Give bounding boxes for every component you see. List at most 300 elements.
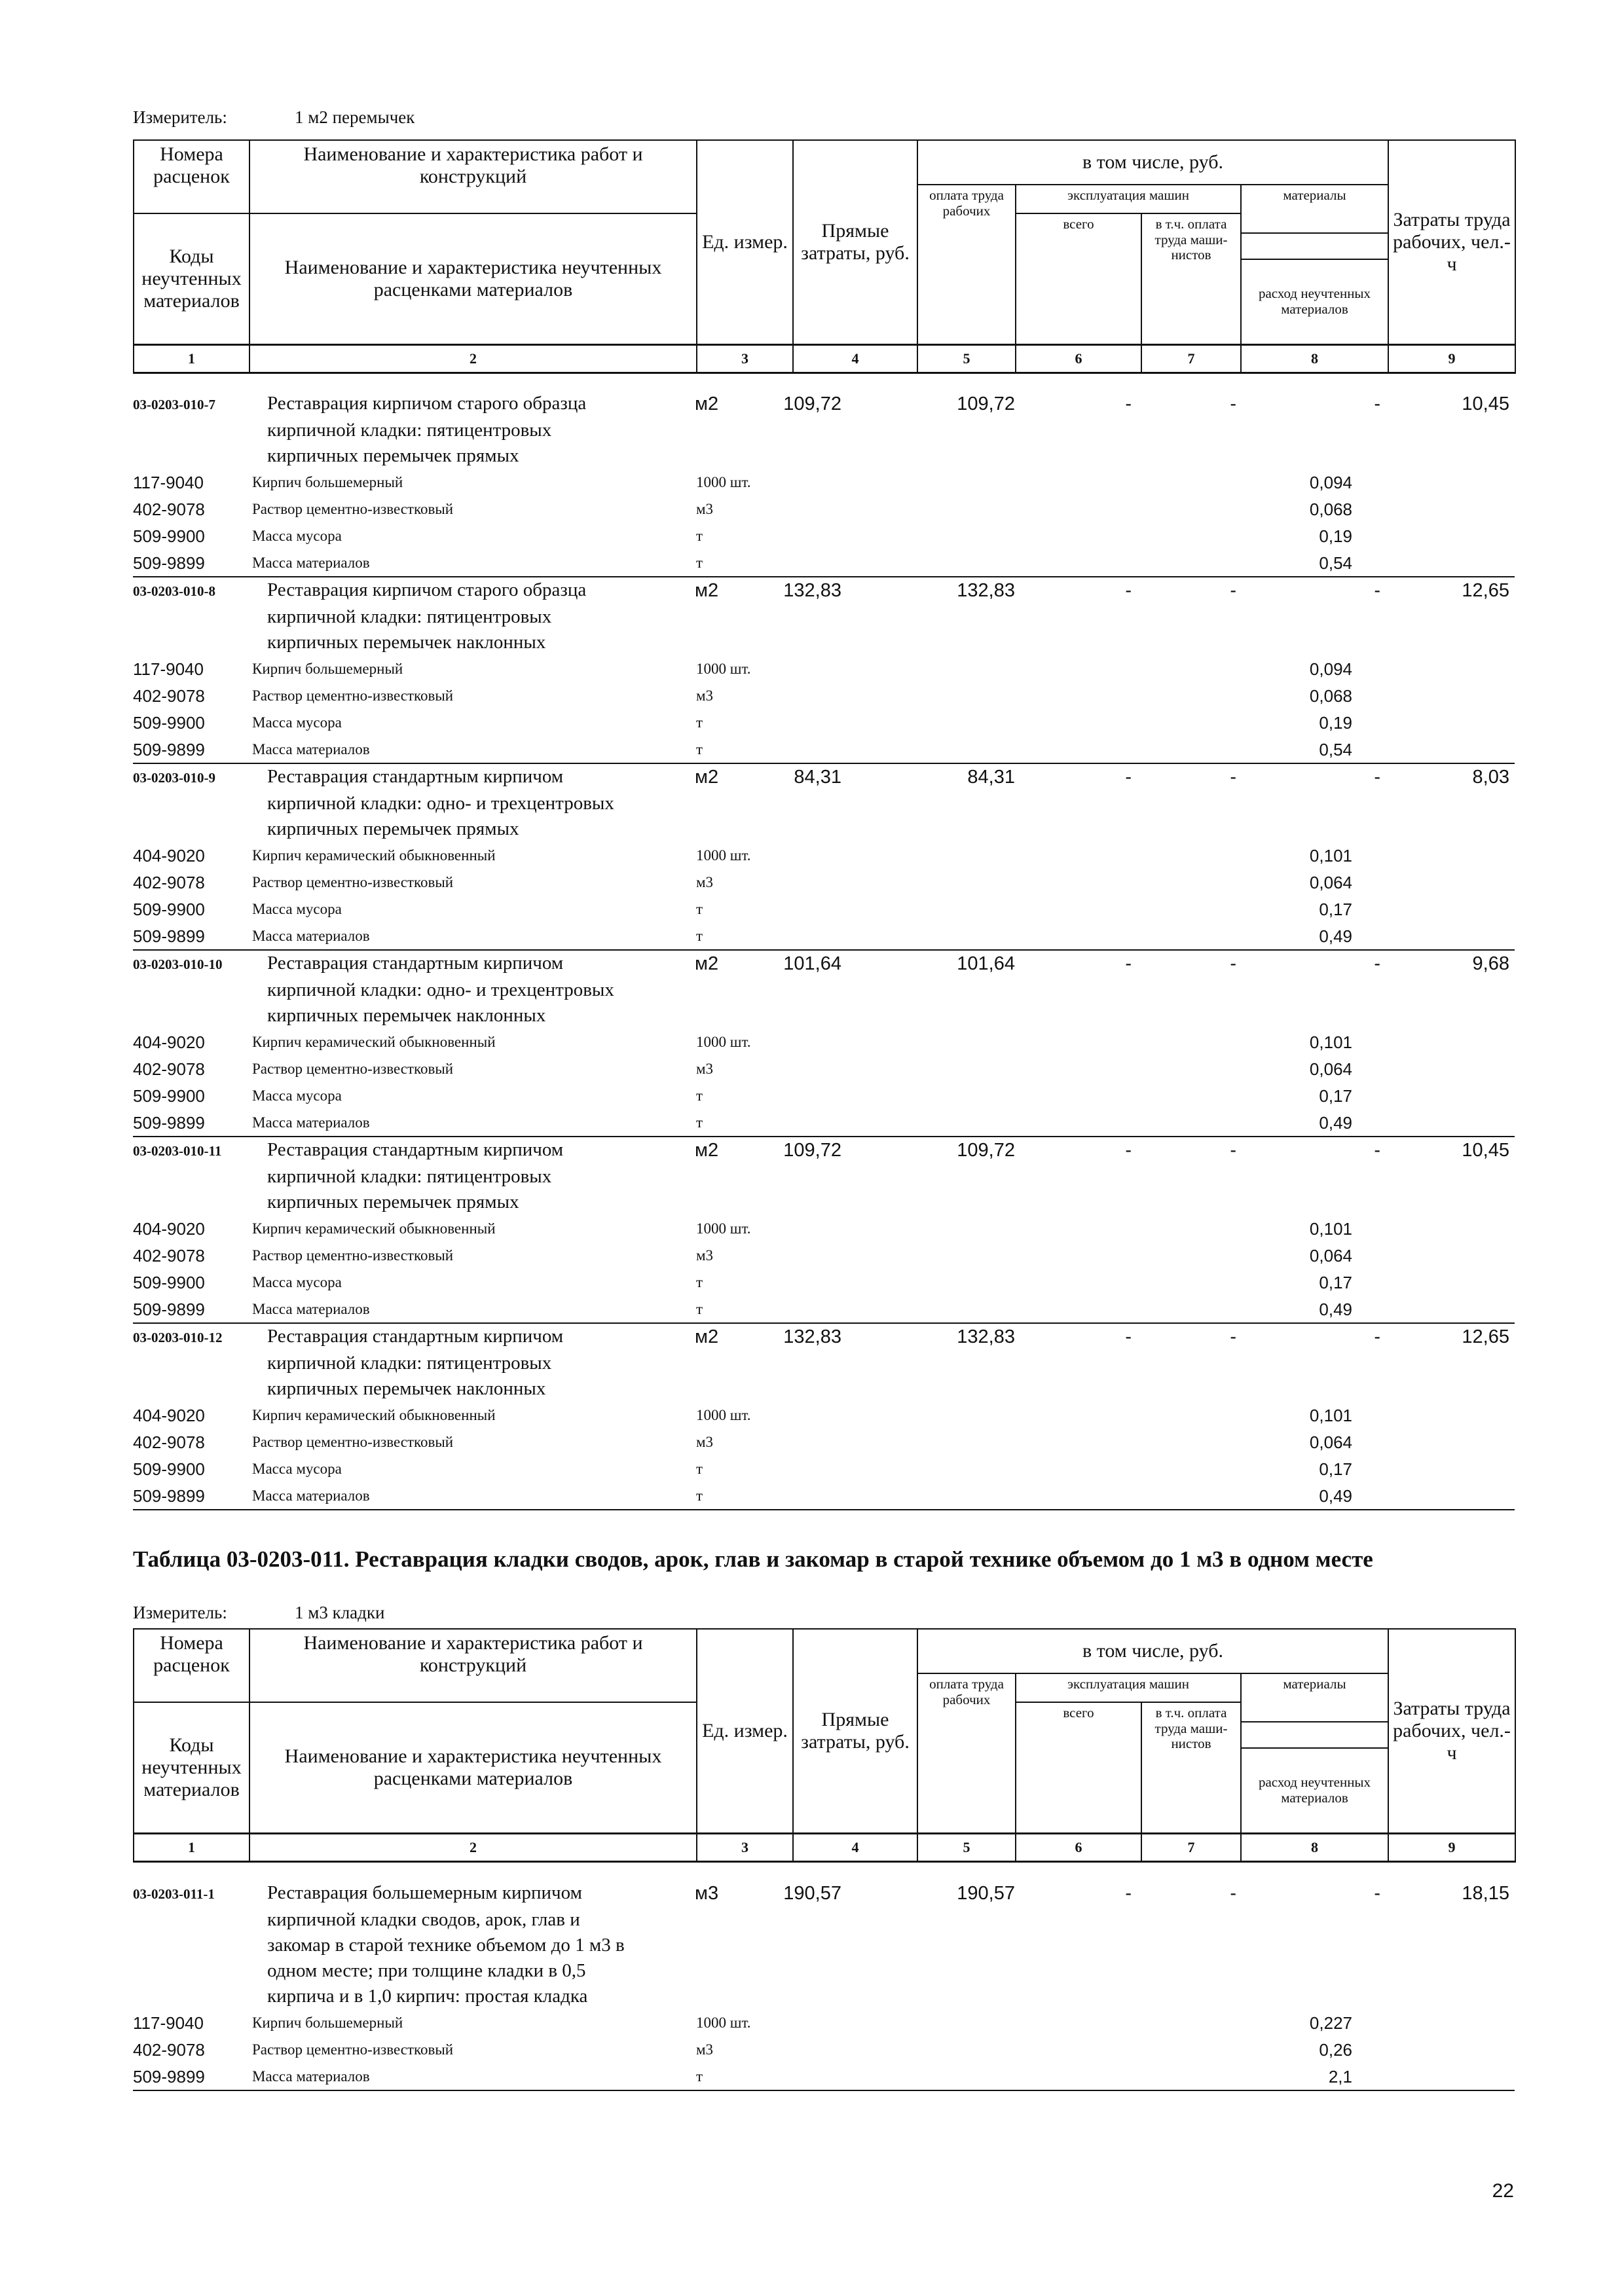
material-name: Масса материалов (252, 1114, 370, 1131)
material-quantity: 0,49 (1319, 1113, 1352, 1133)
material-code: 402-9078 (133, 2040, 205, 2060)
rate-row (133, 951, 1515, 977)
rate-rows-1 (133, 391, 1515, 1510)
rate-description: кирпичных перемычек наклонных (267, 1005, 546, 1026)
material-name: Кирпич керамический обыкновенный (252, 1220, 496, 1237)
material-code: 404-9020 (133, 1219, 205, 1239)
material-unit: 1000 шт. (696, 1407, 751, 1423)
material-code: 402-9078 (133, 1432, 205, 1452)
material-row (133, 1269, 1515, 1296)
rate-code: 03-0203-010-12 (133, 1330, 223, 1345)
material-name: Масса материалов (252, 741, 370, 757)
meter-line-2 (133, 1603, 384, 1623)
table-title: Таблица 03-0203-011. Реставрация кладки сводов, арок, глав и закомар в старой технике объемом до 1 м3 в одном месте (133, 1546, 1373, 1572)
h-materials-blank (1241, 233, 1388, 259)
colnum: 9 (1388, 1833, 1515, 1861)
material-quantity: 0,54 (1319, 553, 1352, 573)
rate-description: кирпичных перемычек наклонных (267, 1378, 546, 1399)
material-code: 509-9899 (133, 1113, 205, 1133)
h-work-name: Наименование и характеристика работ и конструкций (249, 1629, 697, 1702)
h-labor-pay: оплата труда рабочих (917, 185, 1016, 344)
rate-desc-continuation (133, 977, 1515, 1003)
h-machine-total: всего (1016, 1702, 1141, 1833)
material-quantity: 0,17 (1319, 1273, 1352, 1292)
material-code: 402-9078 (133, 686, 205, 706)
material-row (133, 655, 1515, 682)
rate-code: 03-0203-010-8 (133, 583, 215, 599)
material-name: Кирпич большемерный (252, 661, 403, 677)
material-name: Кирпич керамический обыкновенный (252, 847, 496, 864)
rate-description: кирпичной кладки: одно- и трехцентровых (267, 793, 614, 814)
material-unit: т (696, 741, 703, 757)
h-labor-pay: оплата труда рабочих (917, 1673, 1016, 1833)
machines-total: - (1125, 580, 1132, 601)
material-code: 402-9078 (133, 873, 205, 892)
rate-description: кирпичных перемычек прямых (267, 818, 519, 839)
colnum: 1 (134, 344, 249, 373)
machine-operator-pay: - (1230, 580, 1236, 601)
material-unit: м3 (696, 2041, 714, 2058)
rate-desc-continuation (133, 630, 1515, 655)
material-quantity: 0,094 (1309, 659, 1352, 679)
rate-record (133, 951, 1515, 1137)
rate-row (133, 1880, 1515, 1907)
material-unit: т (696, 1487, 703, 1504)
h-direct-costs: Прямые затраты, руб. (793, 1629, 917, 1833)
colnum: 4 (793, 344, 917, 373)
rate-desc-continuation (133, 1958, 1515, 1984)
labor-hours: 18,15 (1462, 1883, 1509, 1904)
machine-operator-pay: - (1230, 1326, 1236, 1347)
material-row (133, 1029, 1515, 1055)
material-row (133, 1296, 1515, 1322)
labor-pay: 84,31 (967, 767, 1015, 788)
material-unit: т (696, 714, 703, 731)
materials-cost: - (1374, 1326, 1380, 1347)
machines-total: - (1125, 1883, 1132, 1904)
material-unit: т (696, 1461, 703, 1477)
h-material-usage: расход неучтенных материалов (1241, 259, 1388, 344)
material-code: 509-9900 (133, 900, 205, 919)
rate-description: одном месте; при толщине кладки в 0,5 (267, 1960, 586, 1981)
material-row (133, 896, 1515, 922)
rate-unit: м2 (695, 767, 719, 788)
materials-cost: - (1374, 767, 1380, 788)
colnum: 3 (697, 1833, 793, 1861)
page-number: 22 (1492, 2180, 1514, 2202)
material-quantity: 0,064 (1309, 873, 1352, 892)
material-quantity: 0,26 (1319, 2040, 1352, 2060)
h-material-usage: расход неучтенных материалов (1241, 1748, 1388, 1833)
material-name: Раствор цементно-известковый (252, 874, 454, 890)
rate-row (133, 1137, 1515, 1164)
h-work-name: Наименование и характеристика работ и конструкций (249, 140, 697, 213)
rate-description: кирпичной кладки: одно- и трехцентровых (267, 979, 614, 1000)
meter-line-1 (133, 107, 415, 128)
material-row (133, 736, 1515, 763)
rate-unit: м2 (695, 1326, 719, 1347)
material-unit: т (696, 1301, 703, 1317)
colnum: 8 (1241, 344, 1388, 373)
material-name: Масса мусора (252, 1461, 342, 1477)
material-row (133, 1402, 1515, 1429)
meter-label: Измеритель: (133, 107, 227, 127)
material-unit: м3 (696, 1061, 714, 1077)
material-name: Кирпич керамический обыкновенный (252, 1407, 496, 1423)
material-name: Кирпич керамический обыкновенный (252, 1034, 496, 1050)
rate-desc-continuation (133, 1190, 1515, 1215)
rate-description: Реставрация стандартным кирпичом (267, 1139, 564, 1160)
rate-unit: м3 (695, 1883, 719, 1904)
rate-desc-continuation (133, 1351, 1515, 1376)
material-unit: т (696, 901, 703, 917)
material-name: Масса мусора (252, 1274, 342, 1290)
material-row (133, 1455, 1515, 1482)
rate-unit: м2 (695, 1140, 719, 1161)
labor-pay: 109,72 (957, 393, 1015, 414)
material-code: 117-9040 (133, 659, 204, 679)
material-quantity: 0,227 (1309, 2013, 1352, 2033)
rate-desc-continuation (133, 1164, 1515, 1190)
h-machine-total: всего (1016, 213, 1141, 344)
material-row (133, 2063, 1515, 2090)
materials-cost: - (1374, 393, 1380, 414)
rate-description: кирпичной кладки: пятицентровых (267, 606, 552, 627)
material-row (133, 1215, 1515, 1242)
colnum: 9 (1388, 344, 1515, 373)
rate-unit: м2 (695, 953, 719, 974)
labor-hours: 8,03 (1472, 767, 1509, 788)
material-name: Масса материалов (252, 2068, 370, 2085)
material-quantity: 0,101 (1309, 846, 1352, 866)
rate-description: Реставрация стандартным кирпичом (267, 1326, 564, 1347)
material-code: 509-9899 (133, 926, 205, 946)
material-quantity: 0,49 (1319, 926, 1352, 946)
colnum: 6 (1016, 1833, 1141, 1861)
machine-operator-pay: - (1230, 1140, 1236, 1161)
h-materials: материалы (1241, 185, 1388, 233)
material-unit: т (696, 1087, 703, 1104)
material-name: Масса мусора (252, 901, 342, 917)
material-name: Раствор цементно-известковый (252, 1434, 454, 1450)
material-code: 509-9899 (133, 1300, 205, 1319)
rate-description: Реставрация стандартным кирпичом (267, 766, 564, 787)
material-code: 402-9078 (133, 1246, 205, 1266)
h-material-name: Наименование и характеристика неучтенных расценками материалов (249, 213, 697, 344)
material-code: 509-9899 (133, 553, 205, 573)
meter-value: 1 м2 перемычек (295, 107, 415, 127)
machine-operator-pay: - (1230, 953, 1236, 974)
material-row (133, 549, 1515, 576)
material-unit: т (696, 555, 703, 571)
rate-description: Реставрация кирпичом старого образца (267, 579, 587, 600)
direct-costs: 132,83 (783, 580, 841, 601)
material-code: 404-9020 (133, 1406, 205, 1425)
machines-total: - (1125, 1140, 1132, 1161)
rate-desc-continuation (133, 1933, 1515, 1958)
rate-code: 03-0203-010-9 (133, 770, 215, 786)
colnum: 6 (1016, 344, 1141, 373)
meter-value: 1 м3 кладки (295, 1603, 385, 1622)
h-material-name: Наименование и характеристика неучтенных расценками материалов (249, 1702, 697, 1833)
rate-description: закомар в старой технике объемом до 1 м3 в (267, 1935, 625, 1956)
h-machine-op: эксплуатация машин (1016, 1673, 1241, 1702)
material-unit: 1000 шт. (696, 2014, 751, 2031)
material-quantity: 0,19 (1319, 713, 1352, 733)
material-code: 509-9900 (133, 713, 205, 733)
rate-record (133, 391, 1515, 577)
material-unit: м3 (696, 687, 714, 704)
meter-label: Измеритель: (133, 1603, 227, 1622)
rate-description: кирпичных перемычек наклонных (267, 632, 546, 653)
colnum: 3 (697, 344, 793, 373)
material-code: 404-9020 (133, 1032, 205, 1052)
rate-description: кирпичных перемычек прямых (267, 445, 519, 466)
colnum: 8 (1241, 1833, 1388, 1861)
direct-costs: 132,83 (783, 1326, 841, 1347)
h-material-codes: Коды неучтенных материалов (134, 213, 249, 344)
material-code: 402-9078 (133, 500, 205, 519)
material-name: Кирпич большемерный (252, 2014, 403, 2031)
material-unit: т (696, 928, 703, 944)
column-numbers (134, 344, 1515, 373)
material-row (133, 709, 1515, 736)
machine-operator-pay: - (1230, 1883, 1236, 1904)
labor-hours: 12,65 (1462, 1326, 1509, 1347)
colnum: 2 (249, 344, 697, 373)
material-row (133, 1082, 1515, 1109)
material-code: 402-9078 (133, 1059, 205, 1079)
rate-row (133, 1324, 1515, 1351)
material-name: Раствор цементно-известковый (252, 1247, 454, 1264)
machines-total: - (1125, 953, 1132, 974)
h-unit: Ед. измер. (697, 140, 793, 344)
table-header-2 (133, 1628, 1516, 1863)
rate-desc-continuation (133, 1907, 1515, 1933)
colnum: 1 (134, 1833, 249, 1861)
material-unit: 1000 шт. (696, 661, 751, 677)
rate-desc-continuation (133, 1003, 1515, 1029)
column-numbers (134, 1833, 1515, 1861)
h-unit: Ед. измер. (697, 1629, 793, 1833)
material-unit: м3 (696, 874, 714, 890)
rate-desc-continuation (133, 816, 1515, 842)
material-name: Масса мусора (252, 714, 342, 731)
material-quantity: 0,101 (1309, 1406, 1352, 1425)
rate-record (133, 764, 1515, 951)
labor-pay: 190,57 (957, 1883, 1015, 1904)
material-quantity: 0,17 (1319, 1459, 1352, 1479)
material-code: 509-9900 (133, 526, 205, 546)
material-name: Масса материалов (252, 555, 370, 571)
material-quantity: 0,094 (1309, 473, 1352, 492)
h-direct-costs: Прямые затраты, руб. (793, 140, 917, 344)
material-quantity: 0,17 (1319, 900, 1352, 919)
material-name: Масса материалов (252, 928, 370, 944)
machines-total: - (1125, 767, 1132, 788)
rate-desc-continuation (133, 604, 1515, 630)
material-unit: т (696, 1114, 703, 1131)
rate-code: 03-0203-010-10 (133, 957, 223, 972)
labor-hours: 10,45 (1462, 393, 1509, 414)
material-quantity: 2,1 (1328, 2067, 1352, 2086)
h-machine-op: эксплуатация машин (1016, 185, 1241, 213)
material-unit: 1000 шт. (696, 847, 751, 864)
direct-costs: 109,72 (783, 393, 841, 414)
h-materials-blank (1241, 1722, 1388, 1748)
material-quantity: 0,101 (1309, 1032, 1352, 1052)
material-unit: м3 (696, 501, 714, 517)
material-row (133, 469, 1515, 496)
machine-operator-pay: - (1230, 393, 1236, 414)
material-row (133, 682, 1515, 709)
rate-desc-continuation (133, 418, 1515, 443)
labor-hours: 10,45 (1462, 1140, 1509, 1161)
material-quantity: 0,068 (1309, 500, 1352, 519)
colnum: 5 (917, 344, 1016, 373)
material-code: 117-9040 (133, 473, 204, 492)
table-header-1 (133, 139, 1516, 374)
rate-record (133, 1324, 1515, 1510)
h-labor-costs: Затраты труда рабочих, чел.-ч (1388, 140, 1515, 344)
materials-cost: - (1374, 1140, 1380, 1161)
rate-description: кирпича и в 1,0 кирпич: простая кладка (267, 1986, 588, 2007)
rate-description: кирпичной кладки сводов, арок, глав и (267, 1909, 580, 1930)
colnum: 2 (249, 1833, 697, 1861)
colnum: 7 (1141, 1833, 1241, 1861)
direct-costs: 190,57 (783, 1883, 841, 1904)
rate-unit: м2 (695, 393, 719, 414)
h-materials: материалы (1241, 1673, 1388, 1722)
h-rate-number: Номера расценок (134, 1629, 249, 1702)
labor-pay: 132,83 (957, 1326, 1015, 1347)
material-quantity: 0,17 (1319, 1086, 1352, 1106)
material-name: Масса мусора (252, 1087, 342, 1104)
labor-pay: 132,83 (957, 580, 1015, 601)
material-quantity: 0,49 (1319, 1486, 1352, 1506)
material-row (133, 842, 1515, 869)
h-incl: в том числе, руб. (917, 1629, 1388, 1673)
material-name: Кирпич большемерный (252, 474, 403, 490)
material-unit: 1000 шт. (696, 1220, 751, 1237)
rate-description: Реставрация кирпичом старого образца (267, 393, 587, 414)
machine-operator-pay: - (1230, 767, 1236, 788)
material-row (133, 2036, 1515, 2063)
rate-code: 03-0203-010-11 (133, 1143, 222, 1159)
rate-description: Реставрация большемерным кирпичом (267, 1882, 582, 1903)
material-row (133, 496, 1515, 522)
colnum: 4 (793, 1833, 917, 1861)
rate-record (133, 577, 1515, 764)
machines-total: - (1125, 393, 1132, 414)
material-quantity: 0,54 (1319, 740, 1352, 759)
rate-code: 03-0203-011-1 (133, 1886, 215, 1902)
material-unit: 1000 шт. (696, 1034, 751, 1050)
h-labor-costs: Затраты труда рабочих, чел.-ч (1388, 1629, 1515, 1833)
material-name: Раствор цементно-известковый (252, 687, 454, 704)
direct-costs: 84,31 (794, 767, 841, 788)
material-unit: м3 (696, 1434, 714, 1450)
materials-cost: - (1374, 953, 1380, 974)
rate-rows-2 (133, 1880, 1515, 2091)
rate-description: кирпичных перемычек прямых (267, 1192, 519, 1212)
material-name: Раствор цементно-известковый (252, 501, 454, 517)
rate-row (133, 391, 1515, 418)
rate-description: кирпичной кладки: пятицентровых (267, 1353, 552, 1374)
material-name: Раствор цементно-известковый (252, 1061, 454, 1077)
material-row (133, 1242, 1515, 1269)
machines-total: - (1125, 1326, 1132, 1347)
material-row (133, 922, 1515, 949)
labor-pay: 109,72 (957, 1140, 1015, 1161)
material-name: Масса материалов (252, 1487, 370, 1504)
colnum: 5 (917, 1833, 1016, 1861)
labor-pay: 101,64 (957, 953, 1015, 974)
labor-hours: 12,65 (1462, 580, 1509, 601)
direct-costs: 109,72 (783, 1140, 841, 1161)
material-code: 509-9899 (133, 740, 205, 759)
material-row (133, 1482, 1515, 1509)
h-rate-number: Номера расценок (134, 140, 249, 213)
material-unit: т (696, 528, 703, 544)
material-name: Масса материалов (252, 1301, 370, 1317)
rate-desc-continuation (133, 1376, 1515, 1402)
material-unit: 1000 шт. (696, 474, 751, 490)
material-code: 509-9900 (133, 1086, 205, 1106)
material-quantity: 0,064 (1309, 1059, 1352, 1079)
h-incl: в том числе, руб. (917, 140, 1388, 185)
material-quantity: 0,064 (1309, 1246, 1352, 1266)
material-quantity: 0,49 (1319, 1300, 1352, 1319)
material-code: 509-9900 (133, 1459, 205, 1479)
h-material-codes: Коды неучтенных материалов (134, 1702, 249, 1833)
h-machine-pay: в т.ч. оплата труда маши- нистов (1141, 213, 1241, 344)
material-row (133, 1429, 1515, 1455)
rate-record (133, 1880, 1515, 2091)
h-machine-pay: в т.ч. оплата труда маши- нистов (1141, 1702, 1241, 1833)
rate-description: кирпичной кладки: пятицентровых (267, 1166, 552, 1187)
material-unit: т (696, 2068, 703, 2085)
material-row (133, 1109, 1515, 1136)
material-row (133, 2009, 1515, 2036)
material-unit: т (696, 1274, 703, 1290)
colnum: 7 (1141, 344, 1241, 373)
materials-cost: - (1374, 1883, 1380, 1904)
rate-desc-continuation (133, 1984, 1515, 2009)
material-quantity: 0,064 (1309, 1432, 1352, 1452)
rate-unit: м2 (695, 580, 719, 601)
rate-description: кирпичной кладки: пятицентровых (267, 420, 552, 441)
material-unit: м3 (696, 1247, 714, 1264)
rate-row (133, 577, 1515, 604)
material-row (133, 522, 1515, 549)
material-quantity: 0,068 (1309, 686, 1352, 706)
material-row (133, 869, 1515, 896)
material-code: 509-9899 (133, 2067, 205, 2086)
material-code: 404-9020 (133, 846, 205, 866)
material-row (133, 1055, 1515, 1082)
rate-desc-continuation (133, 443, 1515, 469)
material-code: 509-9900 (133, 1273, 205, 1292)
material-quantity: 0,19 (1319, 526, 1352, 546)
material-code: 509-9899 (133, 1486, 205, 1506)
material-name: Раствор цементно-известковый (252, 2041, 454, 2058)
rate-desc-continuation (133, 791, 1515, 816)
rate-record (133, 1137, 1515, 1324)
direct-costs: 101,64 (783, 953, 841, 974)
labor-hours: 9,68 (1472, 953, 1509, 974)
materials-cost: - (1374, 580, 1380, 601)
